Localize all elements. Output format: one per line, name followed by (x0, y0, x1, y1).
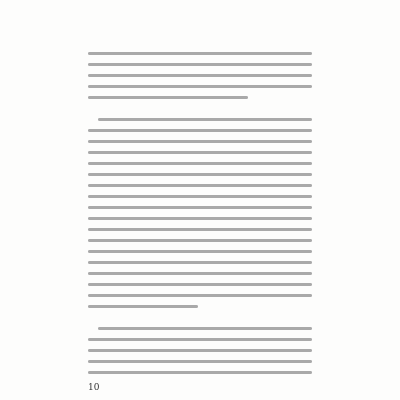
text-line (88, 195, 312, 198)
text-line (88, 85, 312, 88)
text-line (88, 151, 312, 154)
text-line (88, 217, 312, 220)
text-line (88, 283, 312, 286)
text-line (98, 327, 312, 330)
text-line (88, 305, 198, 308)
text-line (88, 96, 248, 99)
text-line (88, 371, 312, 374)
text-line (88, 272, 312, 275)
text-line (88, 173, 312, 176)
text-line (88, 206, 312, 209)
text-line (98, 118, 312, 121)
text-line (88, 349, 312, 352)
text-line (88, 228, 312, 231)
text-line (88, 360, 312, 363)
text-line (88, 294, 312, 297)
page-number: 10 (88, 383, 100, 393)
text-line (88, 140, 312, 143)
text-line (88, 184, 312, 187)
text-line (88, 63, 312, 66)
text-line (88, 261, 312, 264)
text-line (88, 338, 312, 341)
text-line (88, 239, 312, 242)
text-line (88, 162, 312, 165)
text-line (88, 250, 312, 253)
text-line (88, 74, 312, 77)
text-line (88, 129, 312, 132)
text-line (88, 52, 312, 55)
